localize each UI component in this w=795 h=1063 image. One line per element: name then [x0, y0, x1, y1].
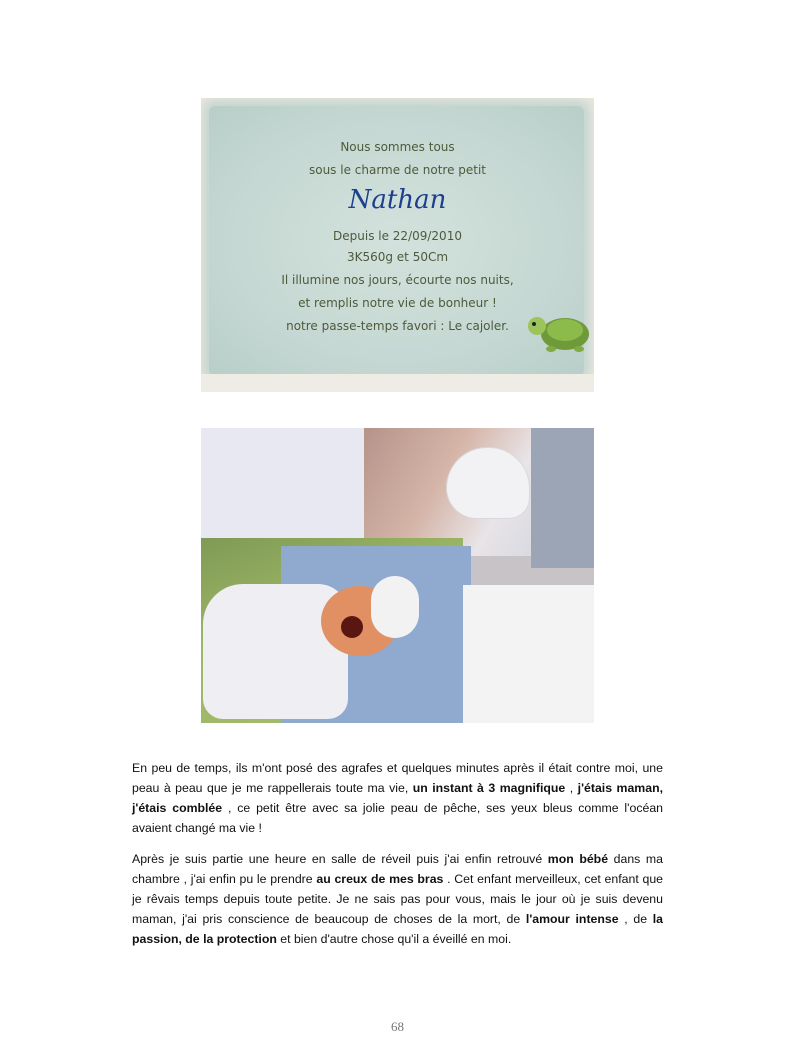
card-line-6: et remplis notre vie de bonheur ! — [298, 296, 497, 310]
collage-blank-card-2 — [463, 585, 594, 723]
page-number: 68 — [391, 1019, 404, 1034]
paragraph-1-text-3: , ce petit être avec sa jolie peau de pêche, ses yeux bleus comme l'océan avaient changé ma vie ! — [132, 801, 663, 835]
birth-card-photo — [201, 98, 594, 392]
card-baby-name: Nathan — [348, 185, 447, 215]
card-line-7: notre passe-temps favori : Le cajoler. — [286, 319, 509, 333]
paragraph-2 — [132, 849, 663, 949]
card-line-5: Il illumine nos jours, écourte nos nuits, — [281, 273, 514, 287]
paragraph-2-bold-1: mon bébé — [547, 852, 609, 866]
card-line-2: sous le charme de notre petit — [308, 163, 487, 177]
collage-baby-mouth — [341, 616, 363, 638]
collage-crib — [531, 428, 594, 568]
paragraph-1-bold-2: j'étais maman, j'étais comblée — [132, 781, 664, 815]
turtle-illustration — [523, 306, 593, 356]
paragraph-1-bold-1: un instant à 3 magnifique — [412, 781, 566, 795]
collage-blank-card — [201, 428, 364, 538]
card-line-1: Nous sommes tous — [340, 140, 455, 154]
paragraph-2-bold-4: la passion, de la protection — [132, 912, 663, 946]
card-edge — [201, 374, 594, 392]
collage-baby-hat-2 — [371, 576, 419, 638]
paragraph-1-text-2: , — [565, 781, 578, 795]
paragraph-1 — [132, 758, 663, 838]
paragraph-2-bold-2: au creux de mes bras — [316, 872, 444, 886]
paragraph-1-text-1: En peu de temps, ils m'ont posé des agrafes et quelques minutes après il était contre moi, une peau à peau que je me rappellerais toute ma vie, — [132, 761, 663, 795]
paragraph-2-bold-3: l'amour intense — [525, 912, 619, 926]
paragraph-2-text-3: . Cet enfant merveilleux, cet enfant que je rêvais temps depuis toute petite. Je ne sais pas pour vous, mais le jour où je suis devenu maman, j'ai pris conscience de beaucoup de choses de la mort, de — [132, 872, 663, 926]
card-measures: 3K560g et 50Cm — [346, 250, 449, 264]
paragraph-2-text-4: , de — [618, 912, 653, 926]
card-date: Depuis le 22/09/2010 — [333, 229, 462, 243]
baby-photo-collage — [201, 428, 594, 723]
collage-baby-hat — [447, 448, 529, 518]
paragraph-2-text-5: et bien d'autre chose qu'il a éveillé en moi. — [276, 932, 512, 946]
paragraph-2-text-2: dans ma chambre , j'ai enfin pu le prendre — [132, 852, 663, 886]
paragraph-2-text-1: Après je suis partie une heure en salle de réveil puis j'ai enfin retrouvé — [132, 852, 548, 866]
